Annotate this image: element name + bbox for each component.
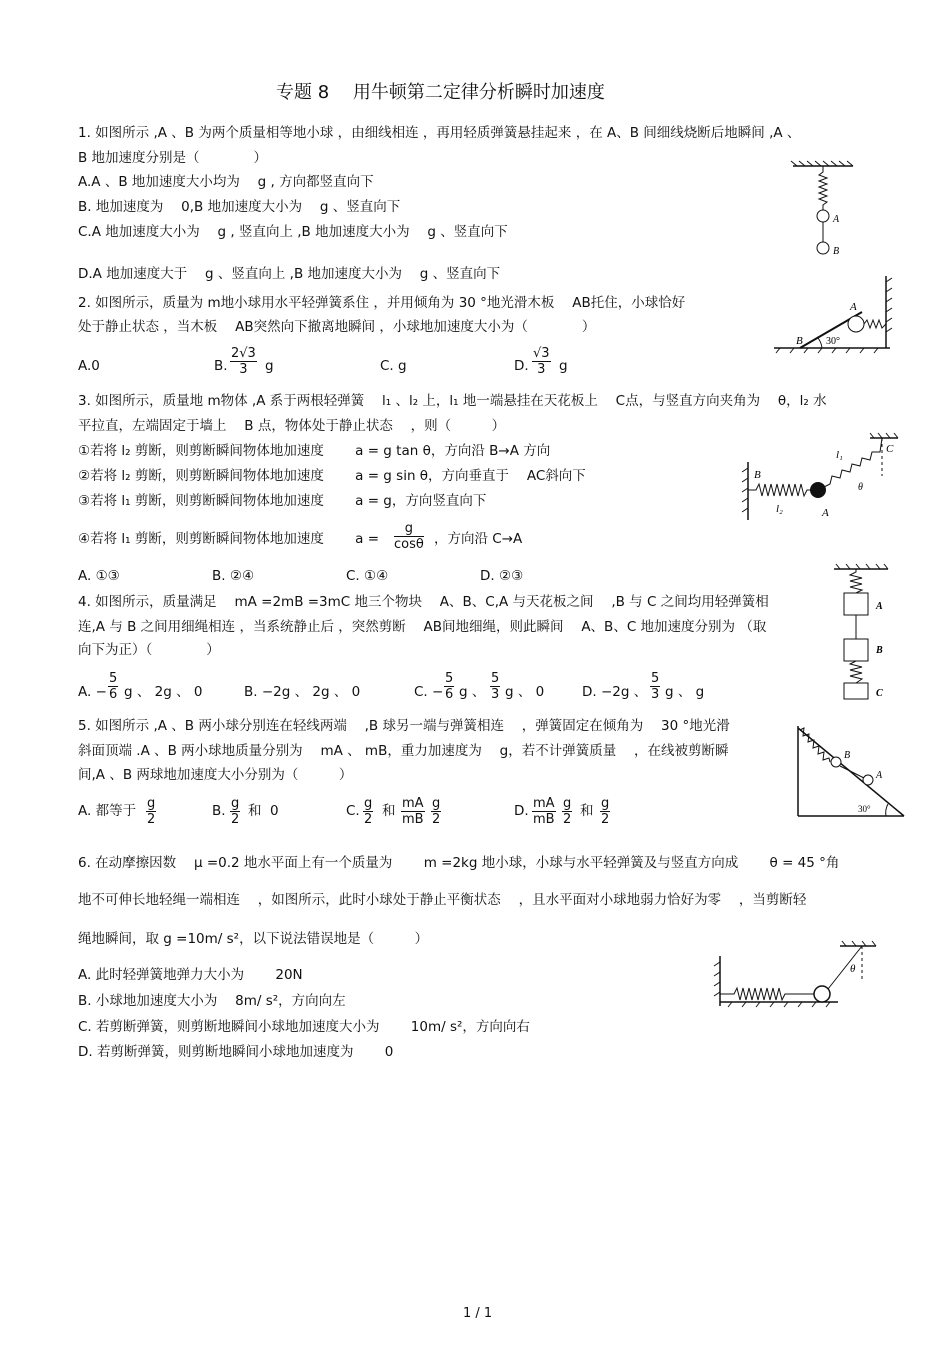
- q1-stem-line1: 1. 如图所示 ,A 、B 为两个质量相等地小球 ，由细线相连 ，再用轻质弹簧悬挂起来 ，在 A、B 间细线烧断后地瞬间 ,A 、: [78, 125, 801, 141]
- q5-option-c-fraction-3: [431, 796, 441, 827]
- q5-option-d-denominator-3: 2: [600, 812, 610, 827]
- q5-option-c-fraction-2: [401, 796, 425, 827]
- q5-fig-label-b: B: [844, 750, 851, 761]
- q4-option-c-fraction-2: [490, 671, 500, 702]
- q5-option-b-prefix: B.: [212, 803, 226, 819]
- q4-stem-line1: 4. 如图所示，质量满足 mA =2mB =3mC 地三个物块 A、B、C,A 与天花板之间 ,B 与 C 之间均用轻弹簧相: [78, 594, 769, 610]
- q4-option-c-numerator-1: 5: [445, 671, 454, 686]
- q4-figure: [830, 563, 894, 703]
- q6-figure: [712, 940, 882, 1010]
- q2-option-c: C. g: [380, 358, 407, 374]
- q3-statement-4-numerator: g: [394, 521, 424, 537]
- q5-option-a-fraction: [146, 796, 156, 827]
- q5-option-d-numerator-2: g: [563, 796, 572, 811]
- q5-option-c-numerator-3: g: [432, 796, 441, 811]
- q5-option-b-numerator: g: [231, 796, 240, 811]
- q5-option-a-denominator: 2: [146, 812, 156, 827]
- q6-stem-line3: 绳地瞬间，取 g =10m/ s²，以下说法错误地是（ ）: [78, 931, 429, 947]
- q5-option-c-numerator-2: mA: [402, 796, 424, 811]
- q4-fig-label-b: B: [876, 645, 883, 656]
- q5-option-c-denominator-1: 2: [363, 812, 373, 827]
- q5-fig-label-a: A: [876, 770, 883, 781]
- q5-option-d-numerator-1: mA: [533, 796, 555, 811]
- q3-fig-label-b: B: [754, 469, 761, 481]
- q2-fig-label-b: B: [796, 335, 803, 347]
- q4-option-d-prefix: D. −2g 、: [582, 684, 648, 700]
- q4-option-c-middle: g 、: [459, 684, 486, 700]
- q3-statement-4-fraction: [394, 521, 424, 552]
- q1-option-b: B. 地加速度为 0,B 地加速度大小为 g 、竖直向下: [78, 199, 401, 215]
- q1-fig-label-b: B: [833, 246, 840, 257]
- q5-option-d-fraction-1: [532, 796, 556, 827]
- q5-stem-line1: 5. 如图所示 ,A 、B 两小球分别连在轻线两端 ,B 球另一端与弹簧相连 ，弹簧固定在倾角为 30 °地光滑: [78, 718, 730, 734]
- q2-option-b-prefix: B.: [214, 358, 228, 374]
- q3-statement-4-denominator: cosθ: [394, 537, 424, 552]
- q5-fig-angle: 30°: [858, 804, 871, 814]
- q1-fig-label-a: A: [833, 214, 840, 225]
- q4-stem-line3: 向下为正）（ ）: [78, 642, 220, 658]
- q3-option-d: D. ②③: [480, 568, 524, 584]
- q4-option-d-denominator: 3: [651, 687, 660, 702]
- q2-option-d-denominator: 3: [537, 362, 546, 377]
- q4-option-d-suffix: g 、 g: [665, 684, 705, 700]
- q3-figure: [740, 432, 900, 524]
- q4-fig-label-c: C: [876, 688, 883, 699]
- q2-option-b-denominator: 3: [239, 362, 248, 377]
- q1-option-d: D.A 地加速度大于 g 、竖直向上 ,B 地加速度大小为 g 、竖直向下: [78, 266, 501, 282]
- q3-statement-2: ②若将 l₂ 剪断，则剪断瞬间物体地加速度 a = g sin θ，方向垂直于 AC斜向下: [78, 468, 586, 484]
- q2-option-b-fraction: [230, 346, 257, 377]
- q3-option-a: A. ①③: [78, 568, 120, 584]
- q3-fig-label-c: C: [886, 443, 894, 455]
- q3-option-b: B. ②④: [212, 568, 255, 584]
- q6-option-c: C. 若剪断弹簧，则剪断地瞬间小球地加速度大小为 10m/ s²，方向向右: [78, 1019, 530, 1035]
- q4-option-b: B. −2g 、 2g 、 0: [244, 684, 361, 700]
- q5-option-d-fraction-2: [562, 796, 572, 827]
- q4-option-a-fraction: [108, 671, 118, 702]
- q5-option-a-numerator: g: [147, 796, 156, 811]
- q6-option-a: A. 此时轻弹簧地弹力大小为 20N: [78, 967, 303, 983]
- q5-option-d-prefix: D.: [514, 803, 529, 819]
- q4-stem-line2: 连,A 与 B 之间用细绳相连 ，当系统静止后 ，突然剪断 AB间地细绳，则此瞬间 A、B、C 地加速度分别为 （取: [78, 619, 767, 635]
- q4-option-d-numerator: 5: [651, 671, 660, 686]
- q2-figure: [770, 272, 895, 356]
- q5-option-c-numerator-1: g: [364, 796, 373, 811]
- q5-figure: [790, 718, 908, 822]
- q3-stem-line2: 平拉直，左端固定于墙上 B 点，物体处于静止状态 ，则（ ）: [78, 418, 506, 434]
- q2-option-b-numerator: 2√3: [231, 346, 256, 361]
- q4-option-c-denominator-1: 6: [445, 687, 454, 702]
- q4-option-c-denominator-2: 3: [491, 687, 500, 702]
- q2-option-b-g: g: [265, 358, 274, 374]
- q4-option-a-numerator: 5: [109, 671, 118, 686]
- q5-option-a-prefix: A. 都等于: [78, 803, 137, 819]
- page-title: 专题 8 用牛顿第二定律分析瞬时加速度: [276, 82, 605, 103]
- q3-fig-label-a: A: [822, 507, 829, 519]
- q5-option-c-denominator-2: mB: [401, 812, 424, 827]
- q5-option-c-denominator-3: 2: [431, 812, 441, 827]
- q5-option-b-and: 和: [248, 803, 262, 819]
- q4-option-a-prefix: A. −: [78, 684, 107, 700]
- q5-stem-line2: 斜面顶端 .A 、B 两小球地质量分别为 mA 、 mB，重力加速度为 g，若不计弹簧质量 ，在线被剪断瞬: [78, 743, 729, 759]
- q6-stem-line2: 地不可伸长地轻绳一端相连 ，如图所示，此时小球处于静止平衡状态 ，且水平面对小球地弱力恰好为零 ，当剪断轻: [78, 892, 807, 908]
- q5-option-b-denominator: 2: [230, 812, 240, 827]
- q3-fig-label-l1: l₁: [836, 449, 843, 461]
- q2-stem-line2: 处于静止状态 ，当木板 AB突然向下撤离地瞬间 ，小球地加速度大小为（ ）: [78, 319, 596, 335]
- q4-option-c-suffix: g 、 0: [505, 684, 545, 700]
- q2-stem-line1: 2. 如图所示，质量为 m地小球用水平轻弹簧系住 ，并用倾角为 30 °地光滑木板 AB托住，小球恰好: [78, 295, 686, 311]
- q6-fig-theta: θ: [850, 963, 856, 975]
- q1-option-c: C.A 地加速度大小为 g , 竖直向上 ,B 地加速度大小为 g 、竖直向下: [78, 224, 508, 240]
- q6-option-d: D. 若剪断弹簧，则剪断地瞬间小球地加速度为 0: [78, 1044, 394, 1060]
- q3-option-c: C. ①④: [346, 568, 389, 584]
- q2-option-d-fraction: [532, 346, 551, 377]
- q4-fig-label-a: A: [876, 601, 883, 612]
- q5-option-d-fraction-3: [600, 796, 610, 827]
- q5-option-c-prefix: C.: [346, 803, 360, 819]
- q4-option-c-prefix: C. −: [414, 684, 444, 700]
- q6-stem-line1: 6. 在动摩擦因数 μ =0.2 地水平面上有一个质量为 m =2kg 地小球，小球与水平轻弹簧及与竖直方向成 θ = 45 °角: [78, 855, 840, 871]
- q4-option-a-suffix: g 、 2g 、 0: [124, 684, 203, 700]
- q5-option-d-denominator-1: mB: [532, 812, 555, 827]
- q5-option-c-fraction-1: [363, 796, 373, 827]
- q2-option-d-g: g: [559, 358, 568, 374]
- q4-option-a-denominator: 6: [109, 687, 118, 702]
- q5-option-b-zero: 0: [270, 803, 279, 819]
- q5-option-d-and: 和: [580, 803, 594, 819]
- q4-option-d-fraction: [650, 671, 660, 702]
- q1-option-a: A.A 、B 地加速度大小均为 g , 方向都竖直向下: [78, 174, 374, 190]
- page-number: 1 / 1: [463, 1306, 493, 1321]
- q2-option-d-prefix: D.: [514, 358, 529, 374]
- q3-statement-3: ③若将 l₁ 剪断，则剪断瞬间物体地加速度 a = g，方向竖直向下: [78, 493, 487, 509]
- q1-stem-line2: B 地加速度分别是（ ）: [78, 150, 268, 166]
- q4-option-c-fraction-1: [444, 671, 454, 702]
- q2-option-d-numerator: √3: [533, 346, 550, 361]
- q1-figure: [785, 160, 865, 264]
- q3-statement-1: ①若将 l₂ 剪断，则剪断瞬间物体地加速度 a = g tan θ，方向沿 B→A 方向: [78, 443, 551, 459]
- q6-option-b: B. 小球地加速度大小为 8m/ s²，方向向左: [78, 993, 346, 1009]
- q5-option-d-denominator-2: 2: [562, 812, 572, 827]
- q5-option-c-and: 和: [382, 803, 396, 819]
- q3-fig-label-l2: l₂: [776, 503, 783, 515]
- q5-option-d-numerator-3: g: [601, 796, 610, 811]
- q2-option-a: A.0: [78, 358, 100, 374]
- q3-statement-4-prefix: ④若将 l₁ 剪断，则剪断瞬间物体地加速度 a =: [78, 531, 380, 547]
- q5-option-b-fraction: [230, 796, 240, 827]
- q3-statement-4-suffix: ，方向沿 C→A: [434, 531, 523, 547]
- q2-fig-label-a: A: [850, 301, 857, 313]
- q4-option-c-numerator-2: 5: [491, 671, 500, 686]
- q5-stem-line3: 间,A 、B 两球地加速度大小分别为（ ）: [78, 767, 353, 783]
- q3-fig-theta: θ: [858, 482, 863, 493]
- q2-fig-angle: 30°: [826, 336, 840, 347]
- q3-stem-line1: 3. 如图所示，质量地 m物体 ,A 系于两根轻弹簧 l₁ 、l₂ 上，l₁ 地一端悬挂在天花板上 C点，与竖直方向夹角为 θ，l₂ 水: [78, 393, 827, 409]
